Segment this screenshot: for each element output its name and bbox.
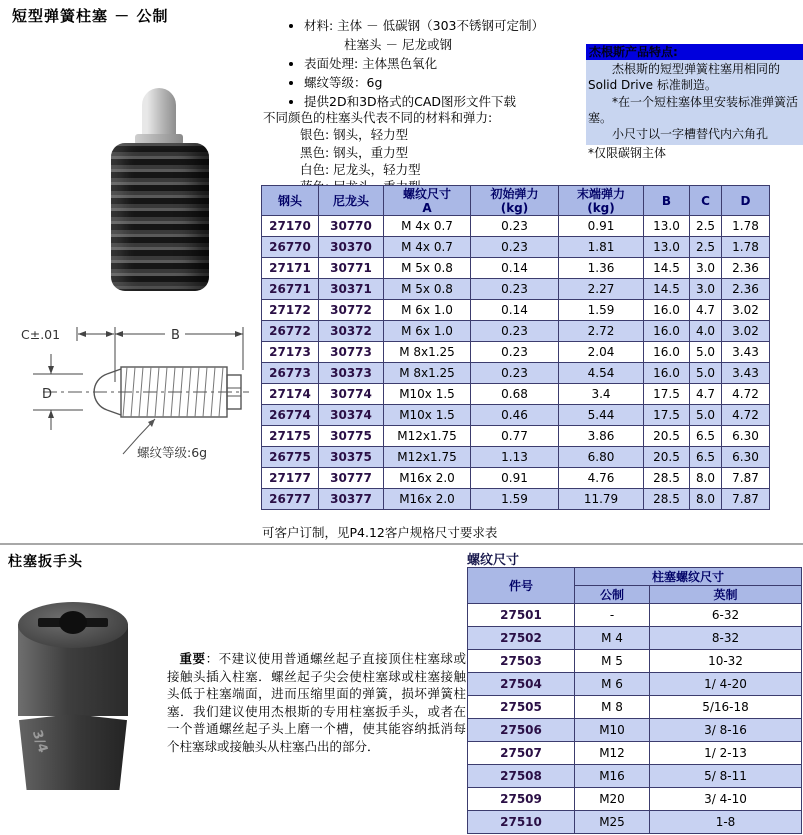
- table-cell: 8-32: [650, 627, 802, 650]
- table-cell: 30771: [319, 258, 384, 279]
- table-cell: 20.5: [644, 426, 690, 447]
- table-cell: 14.5: [644, 279, 690, 300]
- wrench-size-marking: 3/4: [28, 728, 51, 755]
- table-row: [262, 300, 770, 321]
- thread-table-header-row1: [468, 568, 802, 586]
- table-row: [262, 342, 770, 363]
- table-cell: 16.0: [644, 363, 690, 384]
- table-cell: 4.54: [559, 363, 644, 384]
- table-cell: 16.0: [644, 300, 690, 321]
- table-row: [262, 237, 770, 258]
- table-cell: 30773: [319, 342, 384, 363]
- table-cell: 4.72: [722, 384, 770, 405]
- table-cell: 27509: [468, 788, 575, 811]
- table-row: [468, 696, 802, 719]
- table-cell: 28.5: [644, 489, 690, 510]
- col-steel-head: 钢头: [262, 186, 319, 216]
- table-cell: 1.59: [559, 300, 644, 321]
- table-row: [262, 384, 770, 405]
- table-cell: 5.0: [690, 342, 722, 363]
- table-cell: M16: [575, 765, 650, 788]
- bullet-material-line2: 柱塞头 － 尼龙或钢: [344, 37, 452, 52]
- table-cell: 0.23: [471, 216, 559, 237]
- col-part-number: 件号: [468, 568, 575, 604]
- table-cell: 26770: [262, 237, 319, 258]
- col-metric: 公制: [575, 586, 650, 604]
- table-cell: 30370: [319, 237, 384, 258]
- bullet-cad: • 提供2D和3D格式的CAD图形文件下载: [304, 92, 633, 111]
- table-cell: M 5: [575, 650, 650, 673]
- feature-box: [586, 44, 803, 162]
- table-cell: 27173: [262, 342, 319, 363]
- table-cell: 8.0: [690, 468, 722, 489]
- table-cell: 17.5: [644, 384, 690, 405]
- table-cell: 26771: [262, 279, 319, 300]
- table-cell: 6-32: [650, 604, 802, 627]
- table-cell: M 4x 0.7: [384, 216, 471, 237]
- col-initial-force: 初始弹力 (kg): [471, 186, 559, 216]
- table-cell: 4.7: [690, 384, 722, 405]
- table-cell: 27508: [468, 765, 575, 788]
- table-cell: 30770: [319, 216, 384, 237]
- table-cell: 0.46: [471, 405, 559, 426]
- table-cell: 26775: [262, 447, 319, 468]
- table-cell: 26774: [262, 405, 319, 426]
- table-cell: 6.80: [559, 447, 644, 468]
- table-row: [262, 447, 770, 468]
- table-row: [262, 405, 770, 426]
- dimension-drawing: [15, 320, 253, 462]
- col-c: C: [690, 186, 722, 216]
- col-thread-size: 螺纹尺寸 A: [384, 186, 471, 216]
- table-cell: M 6x 1.0: [384, 321, 471, 342]
- table-cell: 26777: [262, 489, 319, 510]
- table-cell: 6.5: [690, 426, 722, 447]
- table-cell: 30373: [319, 363, 384, 384]
- table-cell: 0.23: [471, 342, 559, 363]
- table-cell: 0.23: [471, 237, 559, 258]
- table-cell: 5.0: [690, 363, 722, 384]
- table-cell: M12x1.75: [384, 447, 471, 468]
- table-cell: 8.0: [690, 489, 722, 510]
- table-cell: 1/ 2-13: [650, 742, 802, 765]
- table-cell: 30371: [319, 279, 384, 300]
- table-cell: M 5x 0.8: [384, 258, 471, 279]
- plunger-threaded-body: [111, 143, 209, 291]
- table-row: [468, 673, 802, 696]
- table-row: [262, 426, 770, 447]
- table-cell: 0.77: [471, 426, 559, 447]
- table-cell: M 5x 0.8: [384, 279, 471, 300]
- table-cell: 3/ 4-10: [650, 788, 802, 811]
- table-cell: M16x 2.0: [384, 489, 471, 510]
- important-label: 重要: [179, 651, 206, 666]
- table-row: [262, 279, 770, 300]
- table-cell: 27177: [262, 468, 319, 489]
- table-cell: 3.43: [722, 342, 770, 363]
- table-cell: -: [575, 604, 650, 627]
- section2-title: 柱塞扳手头: [8, 554, 83, 570]
- table-cell: 7.87: [722, 468, 770, 489]
- table-cell: 27170: [262, 216, 319, 237]
- legend-item-black: 黑色: 钢头，重力型: [300, 144, 409, 160]
- table-cell: 30377: [319, 489, 384, 510]
- custom-order-note: 可客户订制，见P4.12客户规格尺寸要求表: [262, 525, 498, 540]
- legend-item-white: 白色: 尼龙头，轻力型: [300, 161, 421, 177]
- table-cell: 30372: [319, 321, 384, 342]
- table-cell: 16.0: [644, 321, 690, 342]
- table-row: [468, 811, 802, 834]
- table-cell: 2.27: [559, 279, 644, 300]
- plunger-spec-table: [261, 185, 770, 510]
- bullet-material-line1: • 材料: 主体 － 低碳钢（303不锈钢可定制）: [304, 18, 544, 33]
- table-row: [468, 742, 802, 765]
- table-cell: 1/ 4-20: [650, 673, 802, 696]
- col-nylon-head: 尼龙头: [319, 186, 384, 216]
- thread-size-table: [467, 567, 802, 834]
- table-row: [468, 650, 802, 673]
- table-cell: 1.78: [722, 237, 770, 258]
- table-cell: 27507: [468, 742, 575, 765]
- table-cell: 27510: [468, 811, 575, 834]
- table-cell: 2.5: [690, 216, 722, 237]
- feature-line-2: *在一个短柱塞体里安装标准弹簧活塞。: [588, 94, 799, 125]
- table-cell: 30772: [319, 300, 384, 321]
- wrench-center-hole: [59, 611, 87, 634]
- table-cell: 17.5: [644, 405, 690, 426]
- table-row: [262, 216, 770, 237]
- table-row: [262, 363, 770, 384]
- table-cell: M 8x1.25: [384, 363, 471, 384]
- table-cell: M 6x 1.0: [384, 300, 471, 321]
- table-cell: 2.04: [559, 342, 644, 363]
- table-cell: M 4: [575, 627, 650, 650]
- important-note: [167, 650, 466, 756]
- table-cell: 30374: [319, 405, 384, 426]
- table-cell: M12: [575, 742, 650, 765]
- feature-line-3: 小尺寸以一字槽替代内六角孔: [612, 127, 769, 142]
- table-row: [262, 468, 770, 489]
- table-cell: 1.81: [559, 237, 644, 258]
- table-cell: 3.02: [722, 300, 770, 321]
- col-end-force: 末端弹力 (kg): [559, 186, 644, 216]
- table-cell: 28.5: [644, 468, 690, 489]
- plunger-photo: [108, 88, 212, 294]
- section-divider: [0, 543, 803, 545]
- thread-table-title: 螺纹尺寸: [467, 553, 520, 568]
- table-cell: 6.5: [690, 447, 722, 468]
- table-cell: 3/ 8-16: [650, 719, 802, 742]
- table-cell: 0.91: [559, 216, 644, 237]
- table-cell: 27175: [262, 426, 319, 447]
- table-cell: 0.14: [471, 300, 559, 321]
- table-cell: 4.72: [722, 405, 770, 426]
- table-row: [262, 258, 770, 279]
- table-cell: 2.5: [690, 237, 722, 258]
- table-cell: 27502: [468, 627, 575, 650]
- table-cell: 30774: [319, 384, 384, 405]
- table-cell: 5.0: [690, 405, 722, 426]
- table-cell: 5.44: [559, 405, 644, 426]
- table-cell: 14.5: [644, 258, 690, 279]
- table-cell: 1.36: [559, 258, 644, 279]
- spec-table-header-row: [262, 186, 770, 216]
- table-cell: 27172: [262, 300, 319, 321]
- table-cell: 2.36: [722, 258, 770, 279]
- table-cell: M 4x 0.7: [384, 237, 471, 258]
- table-cell: 27506: [468, 719, 575, 742]
- table-cell: 2.36: [722, 279, 770, 300]
- head-color-legend: [263, 109, 492, 195]
- table-cell: 6.30: [722, 426, 770, 447]
- table-cell: 27505: [468, 696, 575, 719]
- table-cell: 6.30: [722, 447, 770, 468]
- table-cell: 3.0: [690, 279, 722, 300]
- table-cell: 30777: [319, 468, 384, 489]
- table-row: [468, 788, 802, 811]
- table-cell: 30775: [319, 426, 384, 447]
- table-cell: 3.0: [690, 258, 722, 279]
- table-cell: M25: [575, 811, 650, 834]
- table-cell: 0.23: [471, 321, 559, 342]
- wrench-head-photo: [18, 602, 130, 792]
- important-text: ：不建议使用普通螺丝起子直接顶住柱塞球或接触头插入柱塞．螺丝起子尖会使柱塞球或柱塞接触头低于柱塞端面，进而压缩里面的弹簧，损坏弹簧柱塞．我们建议使用杰根斯的专用柱塞扳手头，或者在一个普通螺丝起子头上磨一个槽，使其能容纳抵消每个柱塞球或接触头从柱塞凸出的部分．: [167, 651, 466, 754]
- feature-box-title: 杰根斯产品特点:: [586, 44, 803, 60]
- table-cell: 27504: [468, 673, 575, 696]
- table-cell: 3.4: [559, 384, 644, 405]
- table-cell: 0.68: [471, 384, 559, 405]
- table-cell: 7.87: [722, 489, 770, 510]
- table-cell: M16x 2.0: [384, 468, 471, 489]
- spec-bullets: [288, 16, 633, 111]
- table-cell: 30375: [319, 447, 384, 468]
- col-d: D: [722, 186, 770, 216]
- table-cell: M 8x1.25: [384, 342, 471, 363]
- table-cell: M10x 1.5: [384, 405, 471, 426]
- table-cell: M20: [575, 788, 650, 811]
- table-cell: 1.78: [722, 216, 770, 237]
- table-cell: M10: [575, 719, 650, 742]
- legend-item-silver: 银色: 钢头，轻力型: [300, 127, 409, 143]
- table-cell: 5/ 8-11: [650, 765, 802, 788]
- table-cell: 4.7: [690, 300, 722, 321]
- thread-class-note: 螺纹等级:6g: [137, 445, 208, 460]
- table-cell: 13.0: [644, 237, 690, 258]
- table-cell: 1.59: [471, 489, 559, 510]
- table-cell: 13.0: [644, 216, 690, 237]
- dim-b-label: B: [171, 328, 180, 343]
- table-row: [468, 719, 802, 742]
- table-cell: 27501: [468, 604, 575, 627]
- table-cell: 0.14: [471, 258, 559, 279]
- table-cell: 2.72: [559, 321, 644, 342]
- table-row: [468, 604, 802, 627]
- feature-box-footnote: *仅限碳钢主体: [586, 145, 803, 162]
- table-cell: 3.02: [722, 321, 770, 342]
- legend-intro: 不同颜色的柱塞头代表不同的材料和弹力:: [263, 110, 493, 125]
- table-row: [468, 765, 802, 788]
- table-cell: M 6: [575, 673, 650, 696]
- table-cell: 0.91: [471, 468, 559, 489]
- page-title: 短型弹簧柱塞 － 公制: [12, 7, 169, 25]
- col-plunger-thread-group: 柱塞螺纹尺寸: [575, 568, 802, 586]
- table-cell: 27503: [468, 650, 575, 673]
- table-cell: 16.0: [644, 342, 690, 363]
- table-row: [468, 627, 802, 650]
- bullet-thread-class: • 螺纹等级：6g: [304, 73, 633, 92]
- table-cell: M12x1.75: [384, 426, 471, 447]
- table-cell: 26773: [262, 363, 319, 384]
- table-cell: 3.86: [559, 426, 644, 447]
- table-cell: 10-32: [650, 650, 802, 673]
- table-cell: 27171: [262, 258, 319, 279]
- col-imperial: 英制: [650, 586, 802, 604]
- bullet-material: [304, 16, 633, 54]
- table-cell: M10x 1.5: [384, 384, 471, 405]
- table-cell: 0.23: [471, 363, 559, 384]
- table-cell: 5/16-18: [650, 696, 802, 719]
- col-b: B: [644, 186, 690, 216]
- dim-c-label: C±.01: [21, 327, 61, 342]
- table-row: [262, 489, 770, 510]
- table-cell: 26772: [262, 321, 319, 342]
- dim-d-label: D: [42, 387, 53, 402]
- feature-box-body: [586, 60, 803, 145]
- table-cell: 1.13: [471, 447, 559, 468]
- table-cell: 20.5: [644, 447, 690, 468]
- table-cell: 1-8: [650, 811, 802, 834]
- table-cell: 27174: [262, 384, 319, 405]
- table-cell: 0.23: [471, 279, 559, 300]
- table-cell: 4.0: [690, 321, 722, 342]
- plunger-pin: [142, 88, 176, 140]
- table-cell: 11.79: [559, 489, 644, 510]
- table-cell: 3.43: [722, 363, 770, 384]
- table-row: [262, 321, 770, 342]
- feature-line-1: 杰根斯的短型弹簧柱塞用相同的Solid Drive 标准制造。: [588, 62, 781, 93]
- bullet-surface: • 表面处理: 主体黑色氧化: [304, 54, 633, 73]
- table-cell: M 8: [575, 696, 650, 719]
- table-cell: 4.76: [559, 468, 644, 489]
